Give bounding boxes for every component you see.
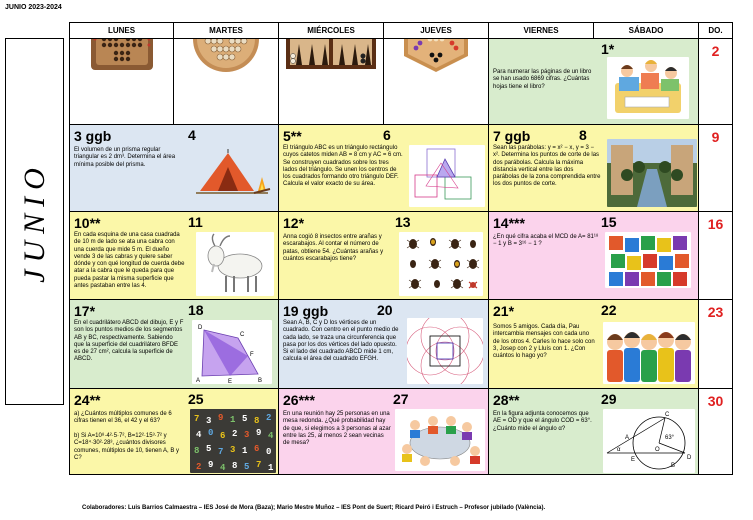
calendar-grid — [69, 22, 733, 475]
day-number: 3 ggb — [74, 128, 112, 144]
weekday-label: VIERNES — [489, 23, 594, 39]
svg-text:9: 9 — [208, 460, 214, 470]
chinese-checkers-icon — [402, 39, 470, 75]
day-cell-26[interactable] — [279, 389, 489, 475]
svg-text:7: 7 — [256, 460, 262, 470]
insects-picture — [399, 232, 483, 296]
round-table-meeting-picture — [395, 409, 485, 471]
day-number: 4 — [188, 127, 196, 143]
problem-text: El triángulo ABC es un triángulo rectángulo cuyos catetos miden AB = 8 cm y AC = 6 cm. Se construyen cuadrados sobre los tres lados del triángulo. Se unen los centros de los cuadrados formando otro triángulo DEF. Calcula el valor exacto de su área. — [283, 145, 403, 188]
figure-label: F — [250, 352, 254, 358]
figure-label: D — [687, 455, 692, 461]
weekday-label: JUEVES — [384, 23, 489, 39]
square-circles-figure — [407, 318, 483, 384]
svg-text:4: 4 — [220, 463, 226, 473]
day-number: 27 — [393, 391, 409, 407]
weekday-label: DO. — [699, 23, 733, 39]
day-number: 22 — [601, 302, 617, 318]
problem-text: Anna cogió 8 insectos entre arañas y escarabajos. Al contar el número de patas, obtiene 54. ¿Cuántas arañas y cuántos escarabajos tiene? — [283, 234, 384, 262]
tent-campfire-picture — [192, 145, 276, 203]
sunday-number: 2 — [711, 43, 720, 59]
day-cell-14[interactable] — [489, 212, 699, 300]
number-tiles-picture — [605, 232, 691, 288]
game-image-chinese-checkers — [384, 39, 489, 125]
day-cell-24[interactable] — [70, 389, 279, 475]
backgammon-board-icon — [285, 39, 377, 71]
kids-reading-picture — [607, 57, 689, 119]
svg-text:1: 1 — [230, 415, 236, 425]
day-cell-2[interactable] — [699, 39, 733, 125]
day-cell-9[interactable] — [699, 125, 733, 212]
svg-text:0: 0 — [208, 428, 214, 438]
problem-text-a: a) ¿Cuántos múltiplos comunes de 6 cifras tienen el 36, el 42 y el 63? — [74, 411, 172, 425]
weekday-label: MARTES — [174, 23, 279, 39]
svg-text:4: 4 — [196, 430, 202, 440]
day-cell-5[interactable] — [279, 125, 489, 212]
day-cell-17[interactable] — [70, 300, 279, 389]
triangle-squares-figure — [409, 145, 485, 207]
figure-label: O — [655, 447, 660, 453]
day-number: 25 — [188, 391, 204, 407]
svg-text:8: 8 — [232, 461, 238, 471]
day-number: 5** — [283, 128, 302, 144]
svg-text:8: 8 — [254, 416, 260, 426]
svg-text:9: 9 — [218, 413, 224, 423]
goat-picture — [196, 232, 274, 296]
page-title: JUNIO 2023-2024 — [5, 4, 62, 11]
weekday-label: MIÉRCOLES — [279, 23, 384, 39]
weekday-label: SÁBADO — [594, 23, 699, 39]
day-number: 13 — [395, 214, 411, 230]
problem-text: En una reunión hay 25 personas en una mesa redonda. ¿Qué probabilidad hay de que, si elegimos a 3 personas al azar entre las 25, al menos 2 sean vecinas de mesa? — [283, 411, 391, 447]
day-cell-3[interactable] — [70, 125, 279, 212]
game-image-round-solitaire — [174, 39, 279, 125]
svg-text:6: 6 — [220, 431, 226, 441]
day-cell-1[interactable] — [489, 39, 699, 125]
svg-text:7: 7 — [194, 414, 200, 424]
weekday-label: LUNES — [70, 23, 174, 39]
svg-text:5: 5 — [242, 414, 248, 424]
day-cell-23[interactable] — [699, 300, 733, 389]
figure-label: C — [665, 412, 670, 418]
game-image-backgammon — [279, 39, 384, 125]
svg-text:2: 2 — [232, 429, 238, 439]
svg-text:8: 8 — [194, 446, 200, 456]
svg-text:7: 7 — [218, 447, 224, 457]
day-number: 1* — [601, 41, 615, 57]
day-cell-28[interactable] — [489, 389, 699, 475]
credits-footer: Colaboradores: Luis Barrios Calmaestra – IES José de Mora (Baza); Mario Mestre Muñoz – IES Pont de Suert; Ricard Peiró i Estruch – Profesor jubilado (València). — [82, 505, 546, 511]
sunday-number: 9 — [711, 129, 720, 145]
day-cell-19[interactable] — [279, 300, 489, 389]
day-number: 17* — [74, 303, 96, 319]
problem-text: En el cuadrilátero ABCD del dibujo, E y F son los puntos medios de los segmentos AB y BC, respectivamente. Sabiendo que la superficie del cuadrilátero BFDE es de 27 cm², calcula la superficie de ABCD. — [74, 320, 184, 363]
round-board-icon — [192, 39, 260, 74]
problem-text: ¿En qué cifra acaba el MCD de A= 81¹⁸ − 1 y B = 3¹⁶ − 1 ? — [493, 234, 599, 248]
problem-text-b: b) Si A=10⁸·4²·5·7², B=12²·15³·7² y C=18⁴·30²·28³, ¿cuántos divisores comunes, múltiplos de 10, tienen A, B y C? — [74, 433, 180, 461]
day-number: 19 ggb — [283, 303, 329, 319]
solitaire-board-icon — [90, 39, 154, 72]
svg-text:4: 4 — [268, 431, 274, 441]
svg-text:2: 2 — [196, 462, 202, 472]
figure-label: B — [671, 463, 676, 469]
sunday-number: 23 — [707, 304, 724, 320]
svg-text:2: 2 — [266, 413, 272, 423]
svg-text:0: 0 — [266, 447, 272, 457]
day-number: 20 — [377, 302, 393, 318]
problem-text: Para numerar las páginas de un libro se han usado 6869 cifras. ¿Cuántas hojas tiene el libro? — [493, 69, 592, 90]
day-number: 12* — [283, 215, 305, 231]
day-number: 26*** — [283, 392, 315, 408]
svg-text:9: 9 — [256, 428, 262, 438]
day-number: 18 — [188, 302, 204, 318]
day-number: 7 ggb — [493, 128, 531, 144]
sunday-number: 30 — [707, 393, 724, 409]
day-cell-7[interactable] — [489, 125, 699, 212]
svg-text:1: 1 — [242, 446, 248, 456]
svg-text:5: 5 — [244, 462, 250, 472]
friends-picture — [603, 322, 695, 384]
day-cell-16[interactable] — [699, 212, 733, 300]
problem-text: El volumen de un prisma regular triangular es 2 dm³. Determina el área mínima posible del prisma. — [74, 147, 176, 168]
figure-label: D — [198, 325, 203, 331]
svg-text:3: 3 — [230, 445, 236, 455]
svg-text:3: 3 — [206, 416, 212, 426]
day-number: 29 — [601, 391, 617, 407]
sunday-number: 16 — [707, 216, 724, 232]
garden-fountain-picture — [607, 139, 697, 207]
problem-text: Sean las parábolas: y = x² − x, y = 3 − x². Determina los puntos de corte de las dos parábolas. Calcula la máxima distancia vertical entre las dos parábolas de la zona comprendida entre los dos puntos de corte. — [493, 145, 601, 188]
game-image-solitaire — [70, 39, 174, 125]
month-sidebar — [5, 38, 64, 405]
problem-text: Sean A, B, C y D los vértices de un cuadrado. Con centro en el punto medio de cada lado, se traza una circunferencia que pasa por los dos vértices del lado opuesto. Si el lado del cuadrado ABCD mide 1 cm, calcula el área del cuadrado EFGH. — [283, 320, 399, 363]
problem-text: En la figura adjunta conocemos que AE = OD y que el ángulo COD = 63°. ¿Cuánto mide el ángulo α? — [493, 411, 592, 432]
day-number: 28** — [493, 392, 520, 408]
problem-text: En cada esquina de una casa cuadrada de 10 m de lado se ata una cabra con una cuerda que mide 5 m. El dueño vende 3 de las cabras y quiere saber dónde y con qué longitud de cuerda debe atar a la cabra que le queda para que pueda pastar la misma superficie que antes pastaban entre las 4. — [74, 232, 185, 290]
figure-label: 63° — [665, 435, 675, 441]
figure-label: A — [625, 435, 630, 441]
day-number: 8 — [579, 127, 587, 143]
day-number: 21* — [493, 303, 515, 319]
day-number: 10** — [74, 215, 101, 231]
weekday-header-row — [70, 23, 733, 39]
svg-text:3: 3 — [244, 430, 250, 440]
day-number: 11 — [188, 214, 203, 230]
figure-label: E — [228, 379, 233, 384]
circle-angle-figure — [603, 409, 695, 473]
month-label: JUNIO — [17, 160, 51, 283]
day-number: 24** — [74, 392, 101, 408]
numbers-picture — [190, 409, 276, 473]
figure-label: A — [196, 378, 201, 384]
day-cell-21[interactable] — [489, 300, 699, 389]
figure-label: E — [631, 457, 636, 463]
day-cell-12[interactable] — [279, 212, 489, 300]
problem-text: Somos 5 amigos. Cada día, Pau intercambia mensajes con cada uno de los otros 4. Carles lo hace solo con 3, Josep con 2 y Lluís con 1. ¿Con cuántos lo hago yo? — [493, 324, 595, 360]
figure-label: C — [240, 332, 245, 338]
day-number: 15 — [601, 214, 617, 230]
figure-label: B — [258, 378, 263, 384]
day-cell-10[interactable] — [70, 212, 279, 300]
svg-text:1: 1 — [268, 463, 274, 473]
day-number: 6 — [383, 127, 391, 143]
day-number: 14*** — [493, 215, 525, 231]
day-cell-30[interactable] — [699, 389, 733, 475]
svg-text:5: 5 — [206, 444, 212, 454]
svg-text:6: 6 — [254, 444, 260, 454]
quadrilateral-figure — [192, 320, 272, 384]
figure-label: α — [617, 447, 621, 453]
